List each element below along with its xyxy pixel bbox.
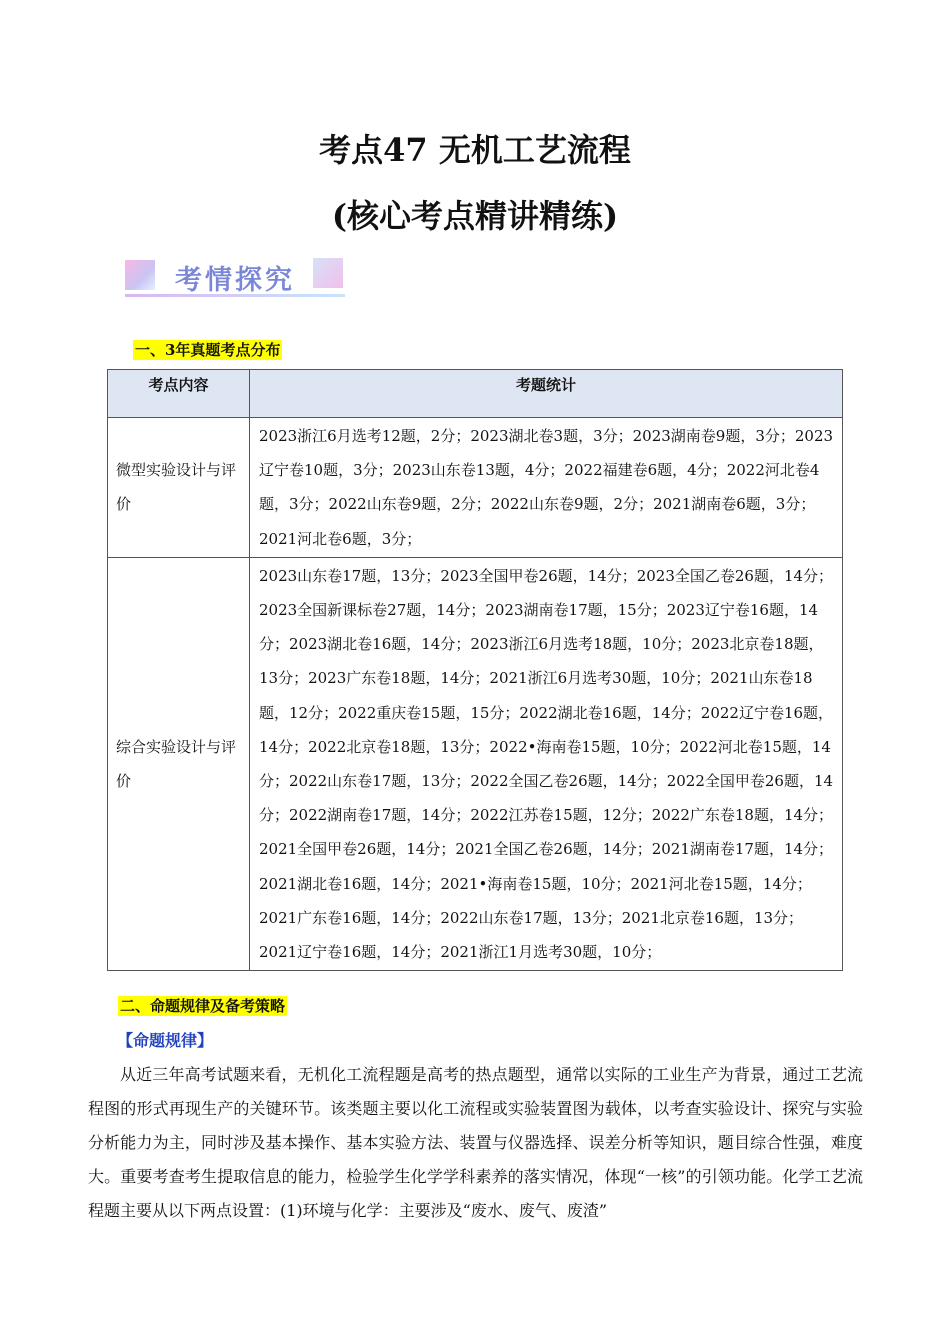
table-cell-stats: 2023山东卷17题，13分；2023全国甲卷26题，14分；2023全国乙卷26题，14分；2023全国新课标卷27题，14分；2023湖南卷17题，15分；2023辽宁卷16题，14分；2023湖北卷16题，14分；2023浙江6月选考18题，10分；2023北京卷18题，13分；2023广东卷18题，14分；2021浙江6月选考30题，10分；2021山东卷18题，12分；2022重庆卷15题，15分；2022湖北卷16题，14分；2022辽宁卷16题，14分；2022北京卷18题，13分；2022•海南卷15题，10分；2022河北卷15题，14分；2022山东卷17题，13分；2022全国乙卷26题，14分；2022全国甲卷26题，14分；2022湖南卷17题，14分；2022江苏卷15题，12分；2022广东卷18题，14分；2021全国甲卷26题，14分；2021全国乙卷26题，14分；2021湖南卷17题，14分；2021湖北卷16题，14分；2021•海南卷15题，10分；2021河北卷15题，14分；2021广东卷16题，14分；2022山东卷17题，13分；2021北京卷16题，13分；2021辽宁卷16题，14分；2021浙江1月选考30题，10分； [250,557,843,970]
table-cell-topic: 综合实验设计与评价 [108,557,250,970]
table-cell-stats: 2023浙江6月选考12题，2分；2023湖北卷3题，3分；2023湖南卷9题，3分；2023辽宁卷10题，3分；2023山东卷13题，4分；2022福建卷6题，4分；2022河北卷4题，3分；2022山东卷9题，2分；2022山东卷9题，2分；2021湖南卷6题，3分；2021河北卷6题，3分； [250,418,843,558]
section-banner [125,258,345,302]
table-header-row [108,370,843,418]
section2-heading: 二、命题规律及备考策略 [120,997,286,1015]
subsection-heading: 【命题规律】 [117,1031,214,1050]
table-cell-topic: 微型实验设计与评价 [108,418,250,558]
exam-stats-table [107,369,843,971]
page-subtitle: (核心考点精讲精练) [331,197,619,235]
section1-heading: 一、3年真题考点分布 [135,341,281,359]
banner-decoration-right [313,258,343,288]
banner-decoration-left [125,260,155,290]
body-paragraph: 从近三年高考试题来看，无机化工流程题是高考的热点题型，通常以实际的工业生产为背景，通过工艺流程图的形式再现生产的关键环节。该类题主要以化工流程或实验装置图为载体，以考查实验设计、探究与实验分析能力为主，同时涉及基本操作、基本实验方法、装置与仪器选择、误差分析等知识，题目综合性强，难度大。重要考查考生提取信息的能力，检验学生化学学科素养的落实情况，体现“一核”的引领功能。化学工艺流程题主要从以下两点设置：(1)环境与化学：主要涉及“废水、废气、废渣” [88,1065,863,1220]
table-header-stats: 考题统计 [250,370,843,418]
banner-label: 考情探究 [175,265,295,296]
page-title: 考点47 无机工艺流程 [319,131,631,169]
table-header-topic: 考点内容 [108,370,250,418]
table-row [108,557,843,970]
table-row [108,418,843,558]
